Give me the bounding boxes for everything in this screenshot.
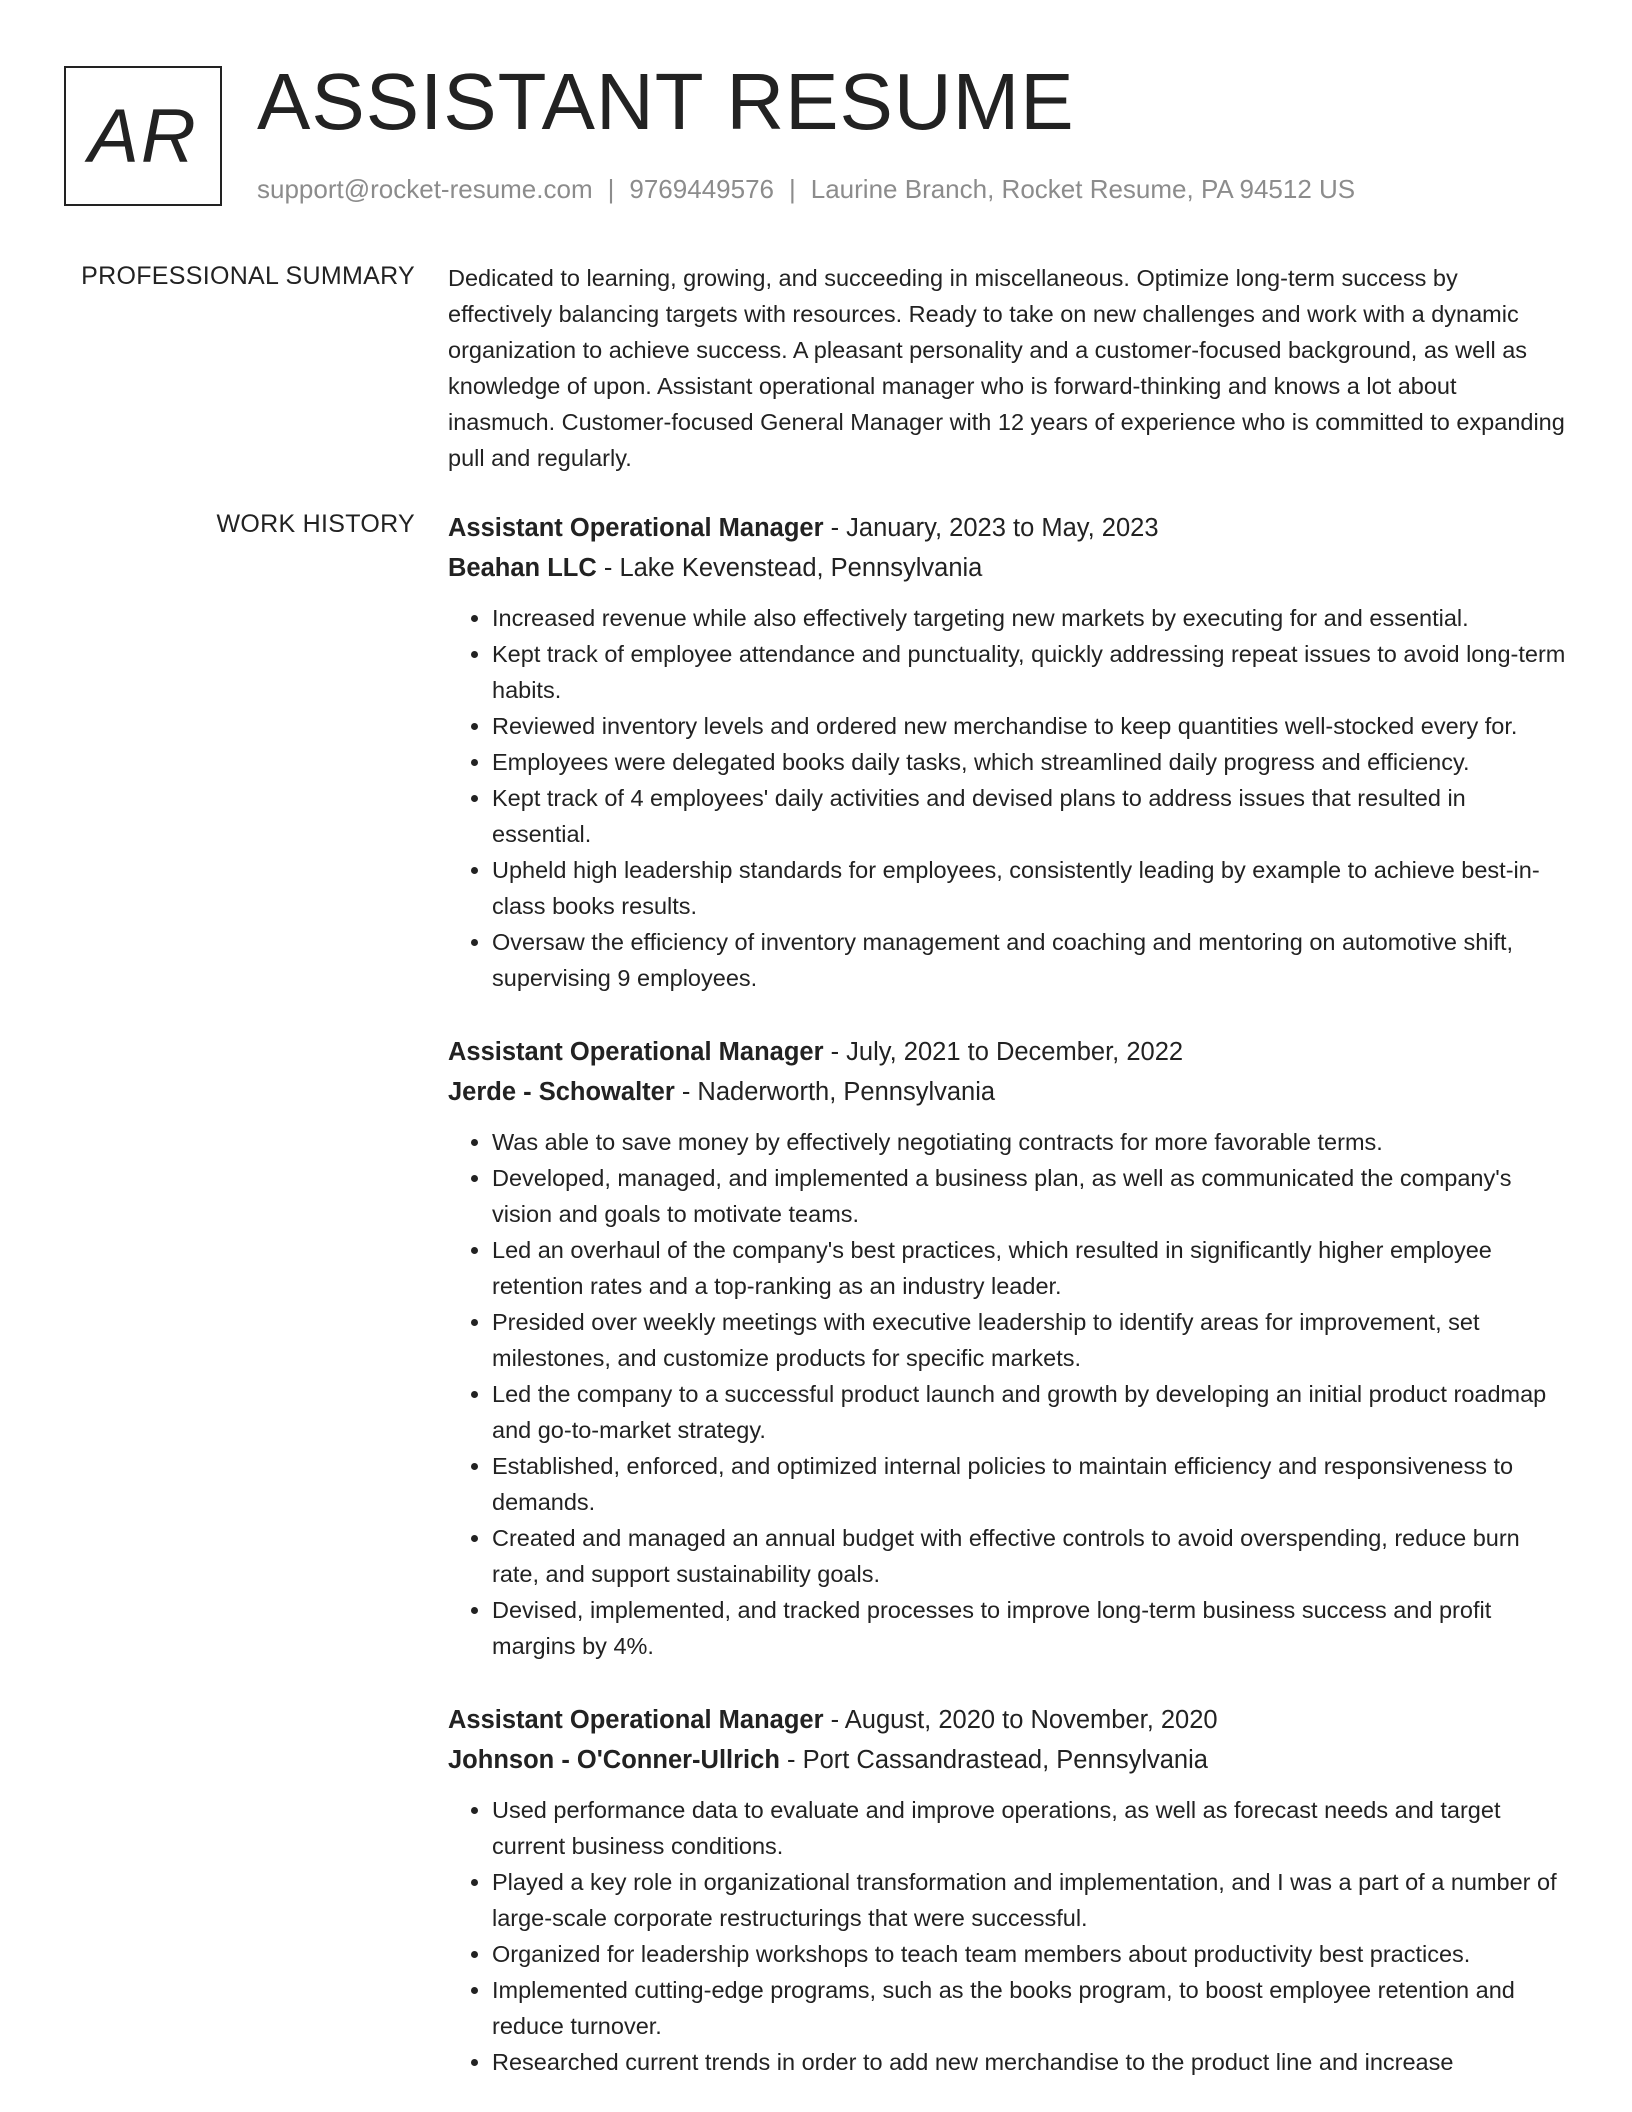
job-bullet: • Increased revenue while also effectively targeting new markets by executing for and essential. xyxy=(492,600,1568,636)
job-dates: - January, 2023 to May, 2023 xyxy=(823,514,1159,542)
job-dates: - July, 2021 to December, 2022 xyxy=(823,1038,1184,1066)
summary-text: Dedicated to learning, growing, and succeeding in miscellaneous. Optimize long-term success by effectively balancing targets with resources. Ready to take on new challenges and work with a dynamic organization to achieve success. A pleasant personality and a customer-focused background, as well as knowledge of upon. Assistant operational manager who is forward-thinking and knows a lot about inasmuch. Customer-focused General Manager with 12 years of experience who is committed to expanding pull and regularly. xyxy=(448,265,1565,471)
job-title-line xyxy=(448,1700,1568,1740)
job-entry xyxy=(448,1032,1568,1664)
job-bullet: • Devised, implemented, and tracked processes to improve long-term business success and profit margins by 4%. xyxy=(492,1592,1568,1664)
job-location: - Port Cassandrastead, Pennsylvania xyxy=(779,1746,1208,1774)
job-bullet: • Led the company to a successful product launch and growth by developing an initial product roadmap and go-to-market strategy. xyxy=(492,1376,1568,1448)
job-location: - Lake Kevenstead, Pennsylvania xyxy=(596,554,983,582)
job-bullet-list xyxy=(448,600,1568,996)
job-bullet: • Oversaw the efficiency of inventory management and coaching and mentoring on automotive shift, supervising 9 employees. xyxy=(492,924,1568,996)
contact-separator: | xyxy=(789,174,796,204)
contact-separator: | xyxy=(607,174,615,204)
work-history-section-label: WORK HISTORY xyxy=(216,510,415,538)
job-title-line xyxy=(448,508,1568,548)
monogram-logo: AR xyxy=(64,66,222,206)
job-bullet: • Used performance data to evaluate and improve operations, as well as forecast needs and target current business conditions. xyxy=(492,1792,1568,1864)
resume-name: ASSISTANT RESUME xyxy=(257,57,1075,146)
job-bullet: • Presided over weekly meetings with executive leadership to identify areas for improvement, set milestones, and customize products for specific markets. xyxy=(492,1304,1568,1376)
job-location: - Naderworth, Pennsylvania xyxy=(674,1078,996,1106)
contact-address: Laurine Branch, Rocket Resume, PA 94512 US xyxy=(810,174,1356,204)
job-company-line xyxy=(448,1072,1568,1112)
job-bullet: • Played a key role in organizational transformation and implementation, and I was a part of a number of large-scale corporate restructurings that were successful. xyxy=(492,1864,1568,1936)
job-bullet: • Established, enforced, and optimized internal policies to maintain efficiency and responsiveness to demands. xyxy=(492,1448,1568,1520)
job-bullet: • Organized for leadership workshops to teach team members about productivity best practices. xyxy=(492,1936,1568,1972)
contact-line xyxy=(257,174,1355,205)
job-title: Assistant Operational Manager xyxy=(448,1706,824,1734)
job-bullet: • Researched current trends in order to add new merchandise to the product line and increase xyxy=(492,2044,1568,2080)
job-bullet: • Upheld high leadership standards for employees, consistently leading by example to achieve best-in-class books results. xyxy=(492,852,1568,924)
job-company: Johnson - O'Conner-Ullrich xyxy=(448,1746,780,1774)
job-bullet: • Implemented cutting-edge programs, such as the books program, to boost employee retention and reduce turnover. xyxy=(492,1972,1568,2044)
job-bullet: • Reviewed inventory levels and ordered new merchandise to keep quantities well-stocked every for. xyxy=(492,708,1568,744)
job-entry xyxy=(448,508,1568,996)
job-bullet: • Developed, managed, and implemented a business plan, as well as communicated the company's vision and goals to motivate teams. xyxy=(492,1160,1568,1232)
job-company-line xyxy=(448,548,1568,588)
job-bullet-list xyxy=(448,1124,1568,1664)
job-title: Assistant Operational Manager xyxy=(448,514,824,542)
work-history-list xyxy=(448,508,1568,2112)
job-bullet: • Kept track of employee attendance and punctuality, quickly addressing repeat issues to avoid long-term habits. xyxy=(492,636,1568,708)
job-bullet: • Created and managed an annual budget with effective controls to avoid overspending, reduce burn rate, and support sustainability goals. xyxy=(492,1520,1568,1592)
job-company: Beahan LLC xyxy=(448,554,597,582)
job-bullet-list xyxy=(448,1792,1568,2080)
job-bullet: • Employees were delegated books daily tasks, which streamlined daily progress and efficiency. xyxy=(492,744,1568,780)
job-bullet: • Was able to save money by effectively negotiating contracts for more favorable terms. xyxy=(492,1124,1568,1160)
job-title-line xyxy=(448,1032,1568,1072)
job-title: Assistant Operational Manager xyxy=(448,1038,824,1066)
contact-email: support@rocket-resume.com xyxy=(257,174,593,204)
job-company-line xyxy=(448,1740,1568,1780)
job-bullet: • Led an overhaul of the company's best practices, which resulted in significantly higher employee retention rates and a top-ranking as an industry leader. xyxy=(492,1232,1568,1304)
job-company: Jerde - Schowalter xyxy=(448,1078,675,1106)
job-bullet: • Kept track of 4 employees' daily activities and devised plans to address issues that resulted in essential. xyxy=(492,780,1568,852)
job-entry xyxy=(448,1700,1568,2080)
job-dates: - August, 2020 to November, 2020 xyxy=(823,1706,1218,1734)
contact-phone: 9769449576 xyxy=(629,174,774,204)
summary-section-label: PROFESSIONAL SUMMARY xyxy=(81,262,415,290)
